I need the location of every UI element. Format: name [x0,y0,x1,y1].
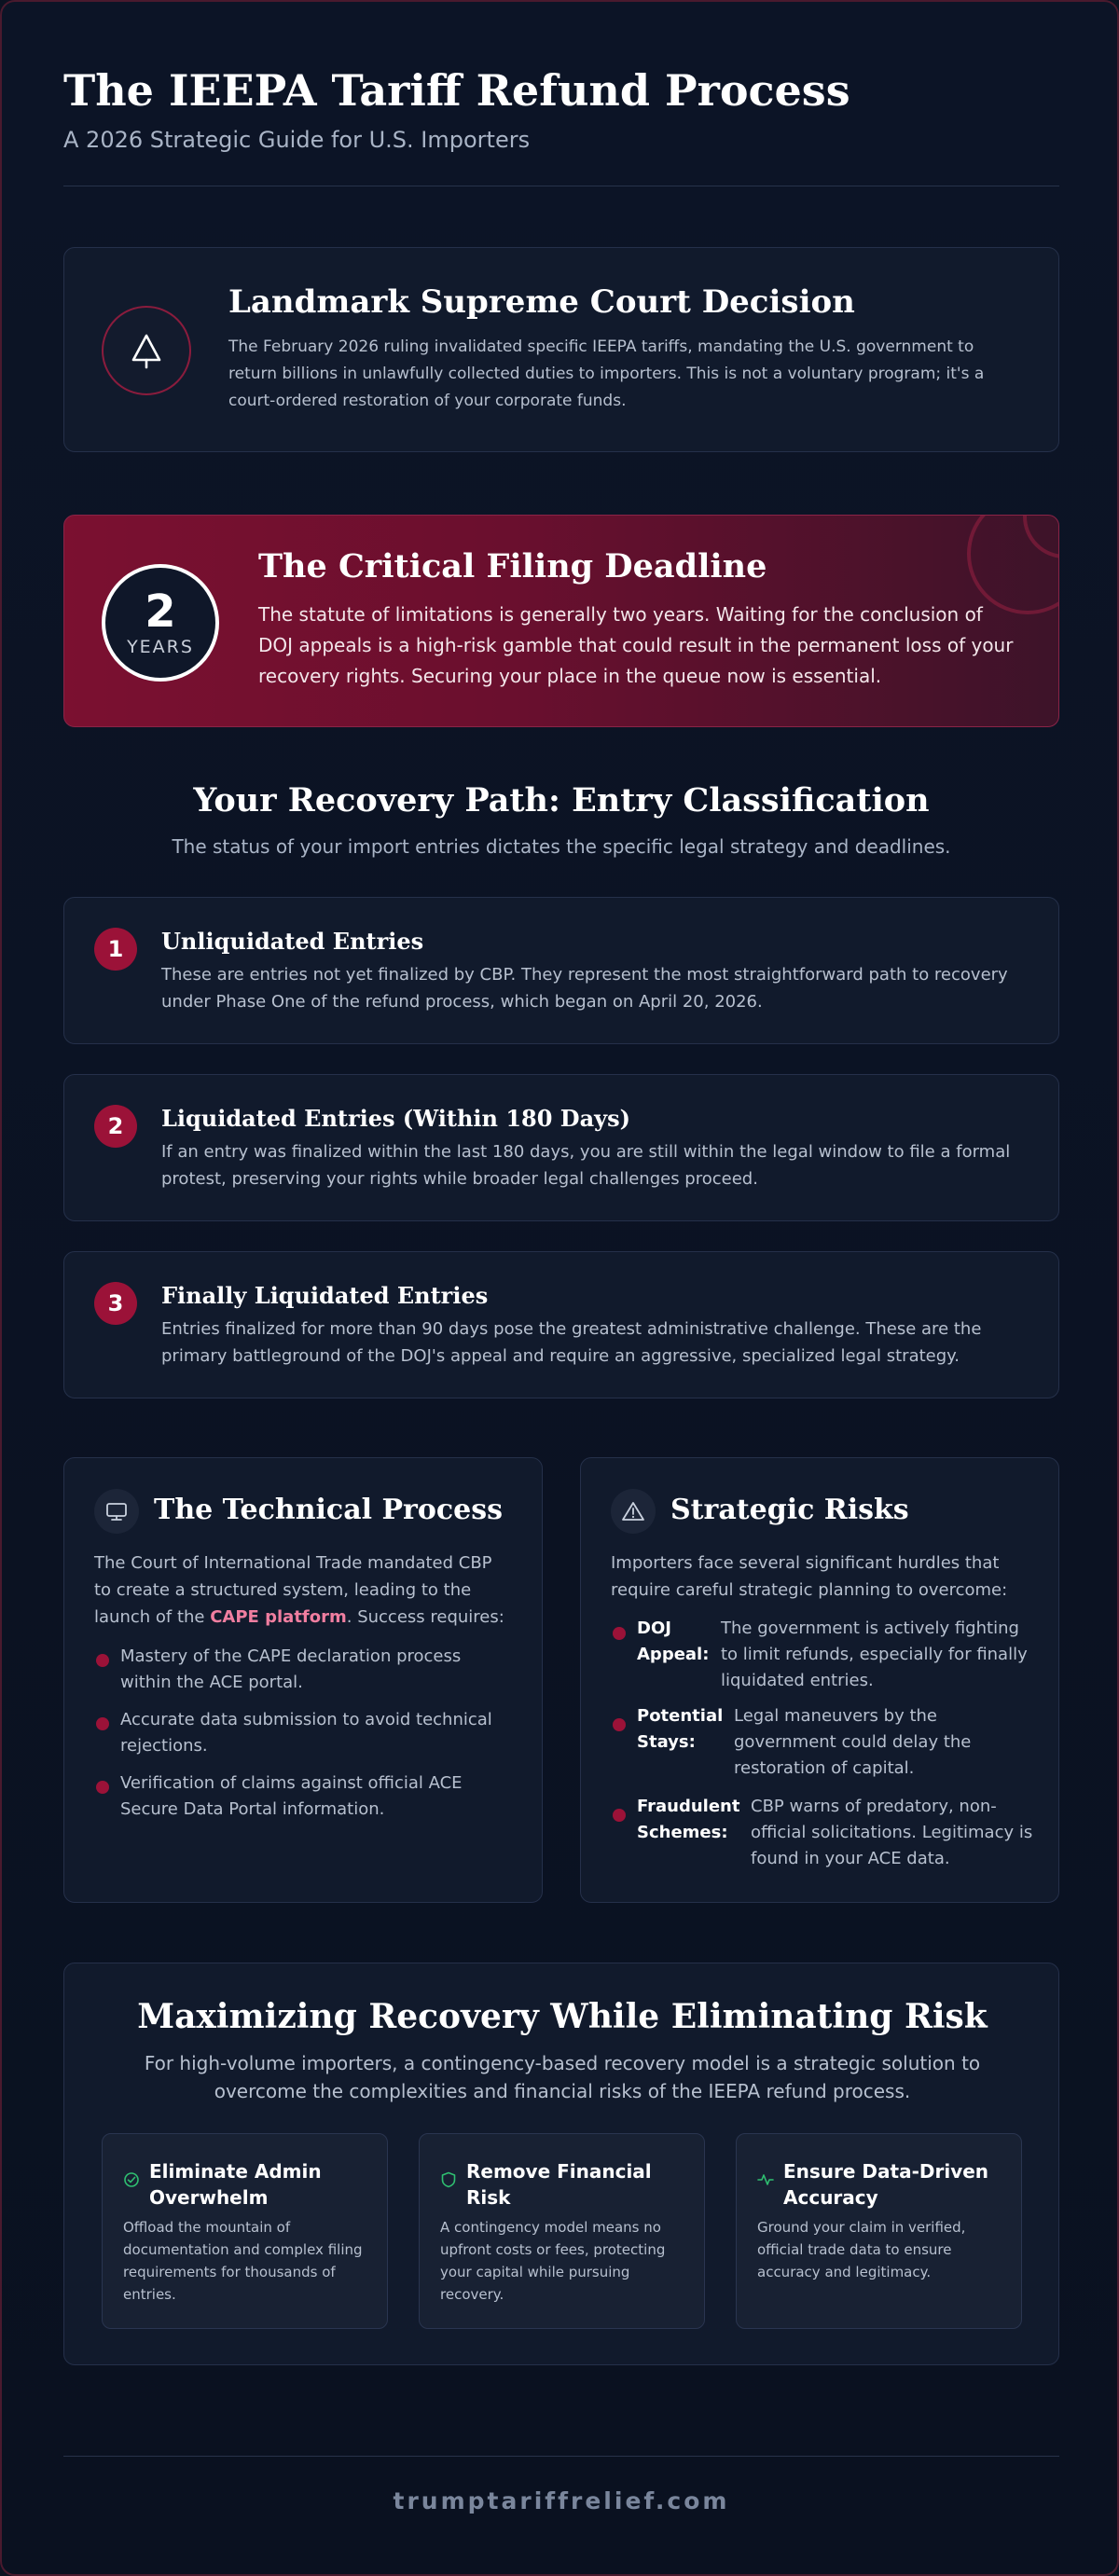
landmark-title: Landmark Supreme Court Decision [228,283,855,321]
benefit-card-admin [102,2133,388,2329]
entry-card-unliquidated [63,897,1059,1044]
risk-text: The government is actively fighting to limit refunds, especially for finally liquidated entries. [721,1619,1028,1690]
entry-text: If an entry was finalized within the last 180 days, you are still within the legal window to file a formal protest, preserving your rights while broader legal challenges proceed. [161,1142,1011,1189]
risk-label: DOJ Appeal: [637,1619,710,1664]
technical-process-card [63,1457,543,1903]
technical-intro-end: . Success requires: [346,1607,504,1627]
recovery-path-title: Your Recovery Path: Entry Classification [193,781,930,820]
risks-title: Strategic Risks [670,1494,909,1526]
bullet-dot [96,1717,109,1730]
entry-number: 3 [94,1282,137,1325]
maximizing-subtitle: For high-volume importers, a contingency-based recovery model is a strategic solution to overcome the complexities and financial risks of the IEEPA refund process. [144,2052,981,2102]
entry-number: 2 [94,1105,137,1148]
page-title: The IEEPA Tariff Refund Process [63,65,850,116]
landmark-card [63,247,1059,452]
strategic-risks-card [580,1457,1059,1903]
entry-title: Unliquidated Entries [161,928,424,955]
benefit-title: Remove Financial Risk [466,2160,652,2209]
benefit-text: Ground your claim in verified, official trade data to ensure accuracy and legitimacy. [757,2219,966,2280]
benefit-text: A contingency model means no upfront costs or fees, protecting your capital while pursuing recovery. [440,2219,666,2303]
risk-text: CBP warns of predatory, non-official solicitations. Legitimacy is found in your ACE data. [751,1797,1033,1868]
risk-label: Potential Stays: [637,1706,724,1752]
risks-intro: Importers face several significant hurdles that require careful strategic planning to overcome: [611,1553,1008,1600]
benefit-card-financial [419,2133,705,2329]
monitor-icon [94,1489,139,1534]
technical-bullet: Mastery of the CAPE declaration process within the ACE portal. [120,1646,462,1692]
benefit-text: Offload the mountain of documentation and complex filing requirements for thousands of entries. [123,2219,363,2303]
benefit-card-accuracy [736,2133,1022,2329]
years-label: YEARS [127,637,194,657]
technical-intro-text: The Court of International Trade mandated CBP to create a structured system, leading to the launch of the [94,1553,492,1627]
technical-bullet: Accurate data submission to avoid technical rejections. [120,1710,492,1756]
bullet-dot [96,1654,109,1667]
years-number: 2 [145,585,176,638]
shield-icon [440,2171,457,2188]
header [63,58,1059,153]
entry-text: These are entries not yet finalized by CBP. They represent the most straightforward path to recovery under Phase One of the refund process, which began on April 20, 2026. [161,965,1008,1012]
cape-platform-highlight: CAPE platform [210,1607,347,1627]
deadline-text: The statute of limitations is generally two years. Waiting for the conclusion of DOJ appeals is a high-risk gamble that could result in the permanent loss of your recovery rights. Securing your place in the queue now is essential. [258,603,1014,687]
entry-text: Entries finalized for more than 90 days pose the greatest administrative challenge. These are the primary battleground of the DOJ's appeal and require an aggressive, specialized legal strategy. [161,1319,982,1366]
technical-intro [94,1550,514,1631]
technical-title: The Technical Process [154,1494,503,1526]
footer-site[interactable]: trumptariffrelief.com [393,2487,730,2514]
bullet-dot [613,1809,626,1822]
entry-card-liquidated [63,1074,1059,1221]
page-subtitle: A 2026 Strategic Guide for U.S. Importers [63,127,531,153]
risk-label: Fraudulent Schemes: [637,1797,740,1842]
landmark-text: The February 2026 ruling invalidated specific IEEPA tariffs, mandating the U.S. government to return billions in unlawfully collected duties to importers. This is not a voluntary program; it's a court-ordered restoration of your corporate funds. [228,337,985,410]
deadline-title: The Critical Filing Deadline [258,547,767,585]
deadline-card [63,515,1059,727]
footer-divider [63,2456,1059,2457]
warning-icon [611,1489,656,1534]
bell-icon [102,306,191,395]
bullet-dot [613,1718,626,1731]
risk-text: Legal maneuvers by the government could delay the restoration of capital. [734,1706,972,1778]
entry-number: 1 [94,928,137,971]
benefit-title: Ensure Data-Driven Accuracy [783,2160,989,2209]
maximizing-card [63,1963,1059,2365]
bullet-dot [96,1781,109,1794]
activity-icon [757,2171,774,2188]
benefit-title: Eliminate Admin Overwhelm [149,2160,322,2209]
entry-title: Liquidated Entries (Within 180 Days) [161,1105,630,1132]
maximizing-title: Maximizing Recovery While Eliminating Risk [137,1997,988,2036]
entry-card-finally-liquidated [63,1251,1059,1398]
bullet-dot [613,1627,626,1640]
technical-bullet: Verification of claims against official ACE Secure Data Portal information. [120,1773,463,1819]
check-circle-icon [123,2171,140,2188]
recovery-path-subtitle: The status of your import entries dictates the specific legal strategy and deadlines. [172,835,951,858]
entry-title: Finally Liquidated Entries [161,1282,489,1309]
years-badge [102,564,219,682]
